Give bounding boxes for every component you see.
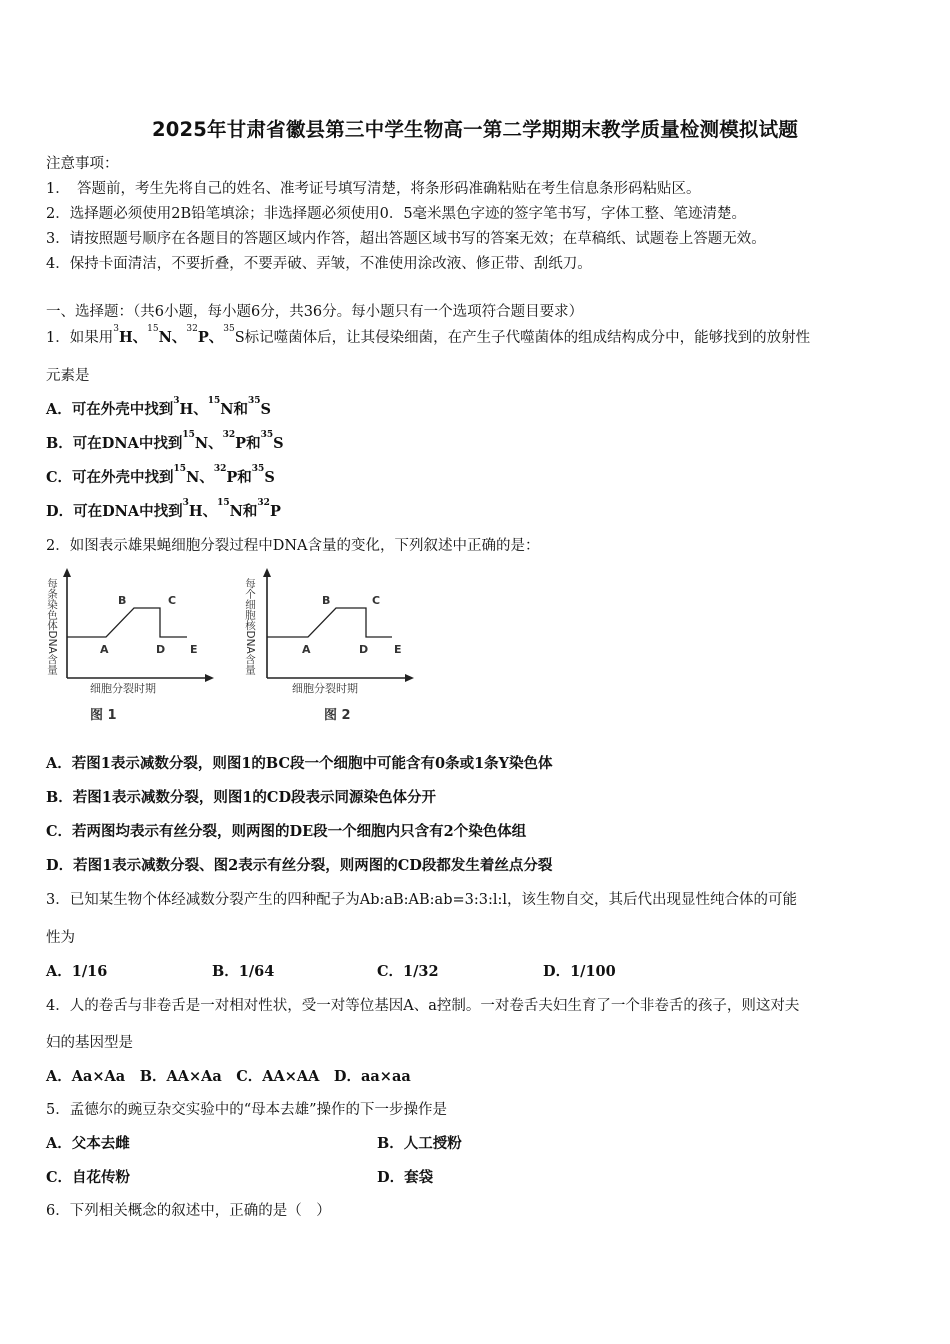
fig2-curve bbox=[267, 608, 392, 637]
q3-option-d: D．1/100 bbox=[543, 963, 616, 980]
notice-item-1: 1． 答题前，考生先将自己的姓名、准考证号填写清楚，将条形码准确粘贴在考生信息条形码粘贴区。 bbox=[46, 181, 701, 197]
q2-option-a: A．若图1表示减数分裂，则图1的BC段一个细胞中可能含有0条或1条Y染色体 bbox=[46, 755, 553, 772]
q5-stem: 5．孟德尔的豌豆杂交实验中的“母本去雄”操作的下一步操作是 bbox=[46, 1102, 448, 1118]
fig2-point-d: D bbox=[359, 643, 369, 656]
q2-stem: 2．如图表示雄果蝇细胞分裂过程中DNA含量的变化，下列叙述中正确的是： bbox=[46, 538, 540, 554]
notice-item-2: 2．选择题必须使用2B铅笔填涂；非选择题必须使用0．5毫米黑色字迹的签字笔书写，字体工整、笔迹清楚。 bbox=[46, 206, 747, 222]
q4-stem-cont: 妇的基因型是 bbox=[46, 1035, 133, 1051]
fig1-point-a: A bbox=[100, 643, 109, 656]
fig2-point-e: E bbox=[394, 643, 402, 656]
fig1-caption: 图 1 bbox=[90, 708, 117, 723]
figure-1-svg bbox=[40, 566, 220, 731]
q1-option-c: C．可在外壳中找到$^{15}$N、$^{32}$P和$^{35}$S bbox=[46, 464, 275, 486]
q3-option-c: C．1/32 bbox=[377, 963, 439, 980]
section-heading: 一、选择题：（共6小题，每小题6分，共36分。每小题只有一个选项符合题目要求） bbox=[46, 304, 584, 320]
fig1-ylabel: 每条染色体DNA含量 bbox=[46, 578, 58, 675]
notice-heading: 注意事项： bbox=[46, 156, 119, 172]
fig1-point-c: C bbox=[168, 594, 177, 607]
notice-item-4: 4．保持卡面清洁，不要折叠，不要弄破、弄皱，不准使用涂改液、修正带、刮纸刀。 bbox=[46, 256, 592, 272]
page-title: 2025年甘肃省徽县第三中学生物高一第二学期期末教学质量检测模拟试题 bbox=[151, 118, 799, 141]
q1-stem-cont: 元素是 bbox=[46, 368, 90, 384]
q3-option-b: B．1/64 bbox=[212, 963, 275, 980]
q1-option-a: A．可在外壳中找到$^3$H、$^{15}$N和$^{35}$S bbox=[46, 396, 272, 418]
fig2-xlabel: 细胞分裂时期 bbox=[292, 682, 358, 695]
fig1-y-arrow bbox=[63, 568, 71, 577]
q5-option-d: D．套袋 bbox=[377, 1169, 434, 1186]
q1-stem: 1．如果用$^3$H、$^{15}$N、$^{32}$P、$^{35}$S标记噬菌体后，让其侵染细菌，在产生子代噬菌体的组成结构成分中，能够找到的放射性 bbox=[46, 324, 811, 346]
fig1-point-d: D bbox=[156, 643, 166, 656]
q5-option-a: A．父本去雌 bbox=[46, 1135, 130, 1152]
fig2-y-arrow bbox=[263, 568, 271, 577]
q2-option-d: D．若图1表示减数分裂、图2表示有丝分裂，则两图的CD段都发生着丝点分裂 bbox=[46, 857, 553, 874]
fig1-point-b: B bbox=[118, 594, 127, 607]
fig1-x-arrow bbox=[205, 674, 214, 682]
q3-stem-cont: 性为 bbox=[46, 930, 75, 946]
q1-option-d: D．可在DNA中找到$^3$H、$^{15}$N和$^{32}$P bbox=[46, 498, 281, 520]
figure-1 bbox=[40, 566, 220, 731]
fig2-point-b: B bbox=[322, 594, 331, 607]
q4-stem: 4．人的卷舌与非卷舌是一对相对性状，受一对等位基因A、a控制。一对卷舌夫妇生育了一个非卷舌的孩子，则这对夫 bbox=[46, 998, 800, 1014]
q5-option-b: B．人工授粉 bbox=[377, 1135, 462, 1152]
figure-2 bbox=[240, 566, 420, 731]
q3-option-a: A．1/16 bbox=[46, 963, 108, 980]
fig2-ylabel: 每个细胞核DNA含量 bbox=[244, 578, 256, 675]
q2-option-c: C．若两图均表示有丝分裂，则两图的DE段一个细胞内只含有2个染色体组 bbox=[46, 823, 527, 840]
fig2-caption: 图 2 bbox=[324, 708, 351, 723]
figure-2-svg bbox=[240, 566, 420, 731]
fig2-point-a: A bbox=[302, 643, 311, 656]
notice-item-3: 3．请按照题号顺序在各题目的答题区域内作答，超出答题区域书写的答案无效；在草稿纸、试题卷上答题无效。 bbox=[46, 231, 766, 247]
q1-option-b: B．可在DNA中找到$^{15}$N、$^{32}$P和$^{35}$S bbox=[46, 430, 284, 452]
q5-option-c: C．自花传粉 bbox=[46, 1169, 131, 1186]
q6-stem: 6．下列相关概念的叙述中，正确的是（ ） bbox=[46, 1203, 331, 1219]
fig1-xlabel: 细胞分裂时期 bbox=[90, 682, 156, 695]
fig2-x-arrow bbox=[405, 674, 414, 682]
fig1-point-e: E bbox=[190, 643, 198, 656]
q4-options: A．Aa×Aa B．AA×Aa C．AA×AA D．aa×aa bbox=[46, 1068, 411, 1085]
fig2-point-c: C bbox=[372, 594, 381, 607]
q3-stem: 3．已知某生物个体经减数分裂产生的四种配子为Ab:aB:AB:ab=3:3:l:l，该生物自交，其后代出现显性纯合体的可能 bbox=[46, 892, 798, 908]
q2-option-b: B．若图1表示减数分裂，则图1的CD段表示同源染色体分开 bbox=[46, 789, 437, 806]
fig1-curve bbox=[67, 608, 187, 637]
